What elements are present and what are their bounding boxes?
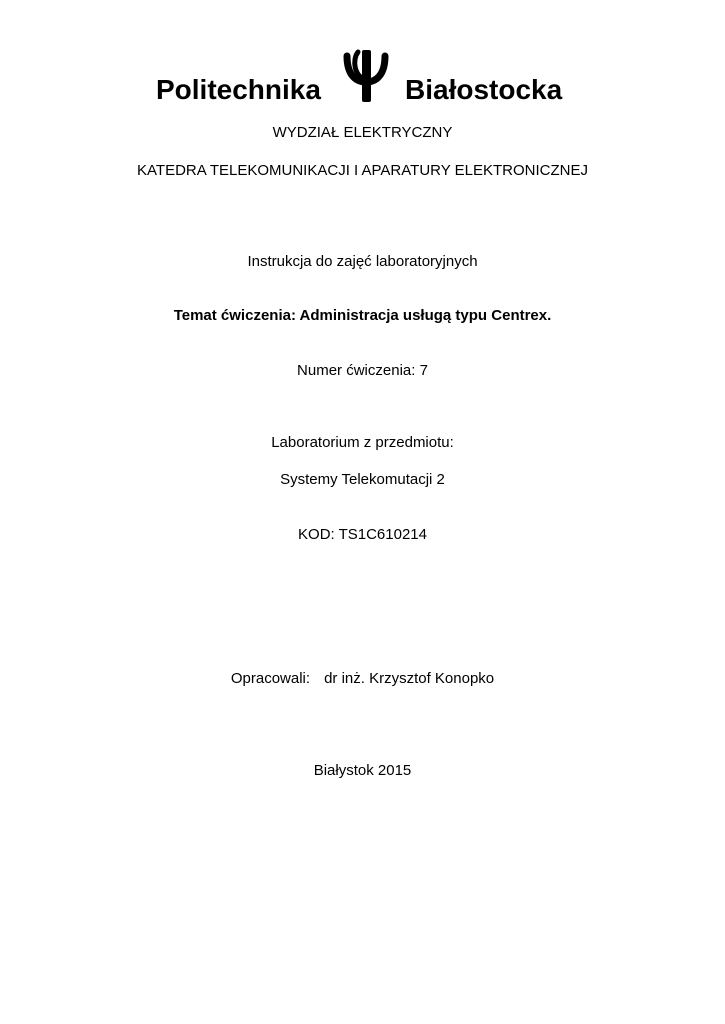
exercise-topic: Temat ćwiczenia: Administracja usługą typu Centrex. <box>173 307 552 324</box>
university-name-left: Politechnika <box>156 74 321 105</box>
course-code: KOD: TS1C610214 <box>298 526 427 543</box>
faculty-name: WYDZIAŁ ELEKTRYCZNY <box>272 124 453 141</box>
university-name-right: Białostocka <box>405 74 563 105</box>
department-name: KATEDRA TELEKOMUNIKACJI I APARATURY ELEKTRONICZNEJ <box>137 162 588 179</box>
subject-name: Systemy Telekomutacji 2 <box>280 471 445 488</box>
authors-label: Opracowali: <box>230 670 311 687</box>
pb-emblem-icon <box>341 46 391 106</box>
university-header <box>0 46 725 116</box>
exercise-number: Numer ćwiczenia: 7 <box>297 362 428 379</box>
authors-line <box>0 670 725 688</box>
instruction-title: Instrukcja do zajęć laboratoryjnych <box>247 253 478 270</box>
place-year: Białystok 2015 <box>313 762 412 779</box>
author-name: dr inż. Krzysztof Konopko <box>324 670 495 687</box>
lab-subject-label: Laboratorium z przedmiotu: <box>271 434 454 451</box>
